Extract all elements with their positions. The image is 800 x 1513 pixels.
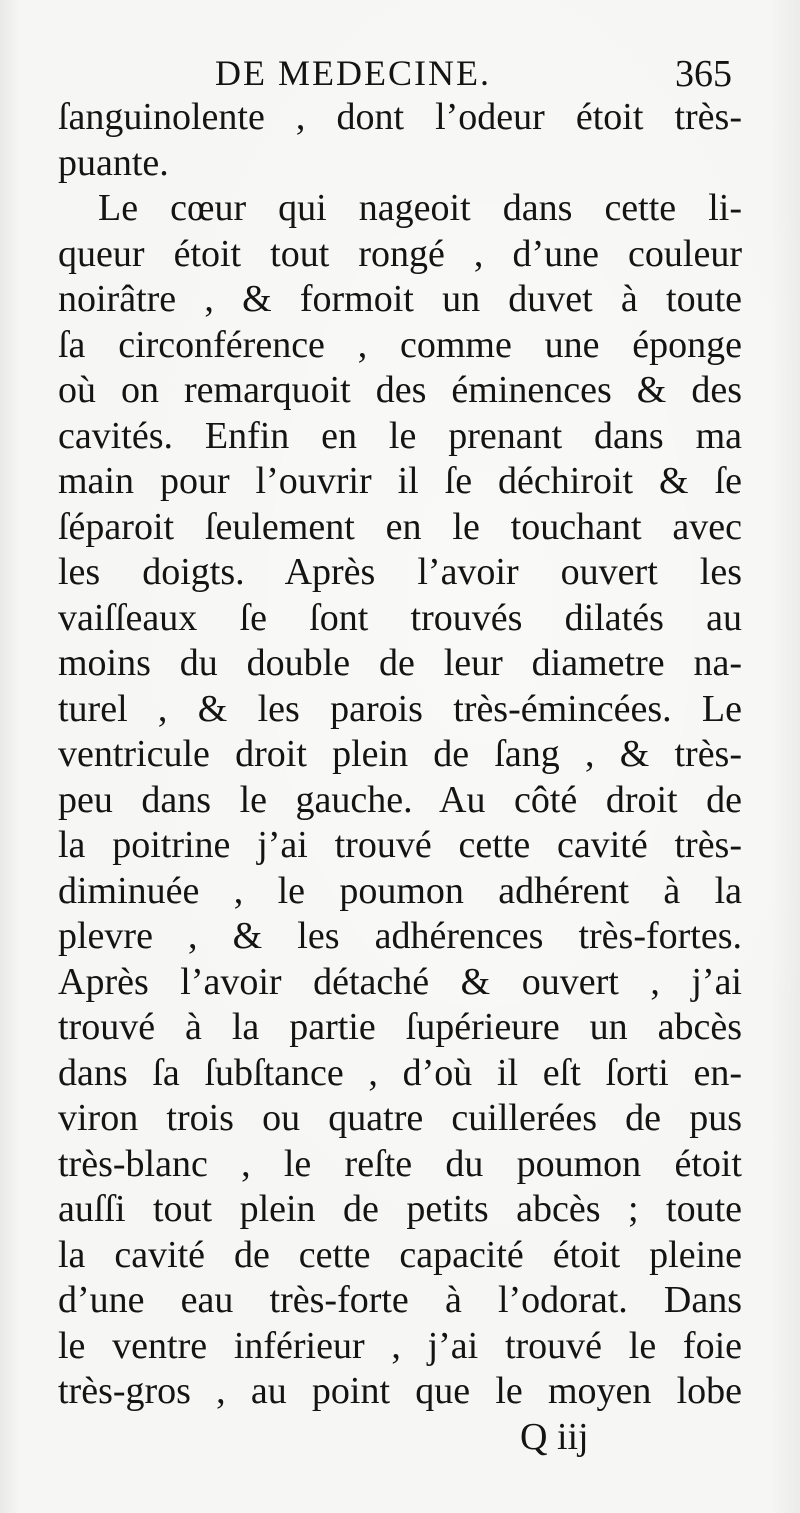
- text-line: auſſi tout plein de petits abcès ; toute: [58, 1188, 742, 1230]
- text-line: Après l’avoir détaché & ouvert , j’ai: [58, 960, 742, 1003]
- text-line: la poitrine j’ai trouvé cette cavité très-: [58, 824, 742, 866]
- running-head: DE MEDECINE.: [215, 53, 491, 93]
- text-line: ſéparoit ſeulement en le touchant avec: [58, 505, 742, 548]
- text-line: moins du double de leur diametre na-: [58, 642, 742, 684]
- text-line: la cavité de cette capacité étoit pleine: [58, 1233, 742, 1276]
- text-line: cavités. Enfin en le prenant dans ma: [58, 414, 742, 457]
- text-line: puante.: [58, 141, 169, 184]
- body-text: [58, 95, 742, 1415]
- text-line: ſa circonférence , comme une éponge: [58, 323, 742, 366]
- text-line: d’une eau très-forte à l’odorat. Dans: [58, 1279, 742, 1321]
- text-line: noirâtre , & formoit un duvet à toute: [58, 278, 742, 320]
- signature-mark: Q iij: [520, 1416, 589, 1458]
- text-line: plevre , & les adhérences très-fortes.: [58, 915, 742, 957]
- text-line: main pour l’ouvrir il ſe déchiroit & ſe: [58, 460, 742, 502]
- text-line: viron trois ou quatre cuillerées de pus: [58, 1097, 742, 1139]
- text-line: turel , & les parois très-émincées. Le: [58, 687, 742, 730]
- text-line: diminuée , le poumon adhérent à la: [58, 869, 742, 912]
- text-line: le ventre inférieur , j’ai trouvé le foie: [58, 1324, 742, 1367]
- text-line: vaiſſeaux ſe ſont trouvés dilatés au: [58, 596, 742, 639]
- text-line: très-gros , au point que le moyen lobe: [58, 1370, 742, 1412]
- text-line: où on remarquoit des éminences & des: [58, 369, 742, 411]
- page-number: 365: [675, 53, 732, 95]
- text-line: ſanguinolente , dont l’odeur étoit très-: [58, 96, 742, 138]
- text-line: les doigts. Après l’avoir ouvert les: [58, 551, 742, 593]
- text-line: peu dans le gauche. Au côté droit de: [58, 778, 742, 821]
- text-line: dans ſa ſubſtance , d’où il eſt ſorti en-: [58, 1051, 742, 1094]
- text-line: queur étoit tout rongé , d’une couleur: [58, 232, 742, 275]
- text-line: Le cœur qui nageoit dans cette li-: [98, 187, 742, 229]
- text-line: très-blanc , le reſte du poumon étoit: [58, 1142, 742, 1185]
- text-line: ventricule droit plein de ſang , & très-: [58, 733, 742, 775]
- text-line: trouvé à la partie ſupérieure un abcès: [58, 1006, 742, 1048]
